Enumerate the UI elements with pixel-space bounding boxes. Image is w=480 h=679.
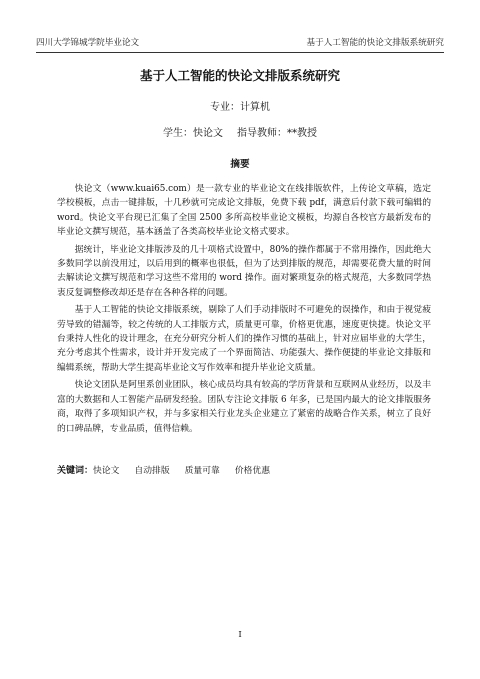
- abstract-paragraph: 快论文（www.kuai65.com）是一款专业的毕业论文在线排版软件，上传论文草稿，选定学校模板，点击一键排版，十几秒就可完成论文排版，免费下载 pdf，满意后付款下载可编辑的 word。快论文平台现已汇集了全国 2500 多所高校毕业论文模板，均源自各校官方最新发布的毕业论文撰写规范，基本涵盖了各类高校毕业论文格式要求。: [57, 184, 431, 238]
- abstract-paragraph: 基于人工智能的快论文排版系统，剔除了人们手动排版时不可避免的误操作，和由于视觉疲劳导致的错漏等，较之传统的人工排版方式，质量更可靠，价格更优惠，速度更快捷。快论文平台秉持人性化的设计理念，在充分研究分析人们的操作习惯的基础上，针对应届毕业的大学生，充分考虑其个性需求，设计并开发完成了一个界面简洁、功能强大、操作便捷的毕业论文排版和编辑系统，帮助大学生提高毕业论文写作效率和提升毕业论文质量。: [57, 305, 431, 373]
- keywords-line: [57, 464, 437, 478]
- major-value: 计算机: [240, 102, 270, 113]
- paper-title: 基于人工智能的快论文排版系统研究: [139, 68, 340, 83]
- advisor-name: **教授: [287, 128, 317, 139]
- keyword: 质量可靠: [184, 466, 220, 476]
- running-header: [36, 36, 444, 50]
- keywords-label: 关键词：: [57, 466, 94, 476]
- header-school: 四川大学锦城学院毕业论文: [36, 38, 140, 48]
- major-line: [36, 101, 444, 115]
- abstract-heading: 摘要: [230, 159, 250, 170]
- advisor-label: 指导教师：: [237, 128, 287, 139]
- student-label: 学生：: [163, 128, 193, 139]
- abstract-paragraph: 快论文团队是阿里系创业团队，核心成员均具有较高的学历背景和互联网从业经历，以及丰富的大数据和人工智能产品研发经验。团队专注论文排版 6 年多，已是国内最大的论文排版服务商，取得了多项知识产权，并与多家相关行业龙头企业建立了紧密的战略合作关系，树立了良好的口碑品牌，专业品质，值得信赖。: [57, 380, 431, 434]
- authors-line: [36, 127, 444, 141]
- major-label: 专业：: [210, 102, 240, 113]
- keyword: 快论文: [93, 466, 120, 476]
- abstract-body: [57, 182, 431, 439]
- abstract-paragraph: 据统计，毕业论文排版涉及的几十项格式设置中，80%的操作都属于不常用操作，因此绝大多数同学以前没用过，以后用到的概率也很低，但为了达到排版的规范，却需要花费大量的时间去解读论文撰写规范和学习这些不常用的 word 操作。面对繁琐复杂的格式规范，大多数同学热衷反复调整修改却还是存在各种各样的问题。: [57, 244, 431, 298]
- header-rule: [36, 52, 444, 53]
- keyword: 价格优惠: [234, 466, 271, 476]
- header-title: 基于人工智能的快论文排版系统研究: [306, 38, 444, 48]
- student-name: 快论文: [193, 128, 223, 139]
- keyword: 自动排版: [134, 466, 170, 476]
- page-number: I: [238, 630, 242, 640]
